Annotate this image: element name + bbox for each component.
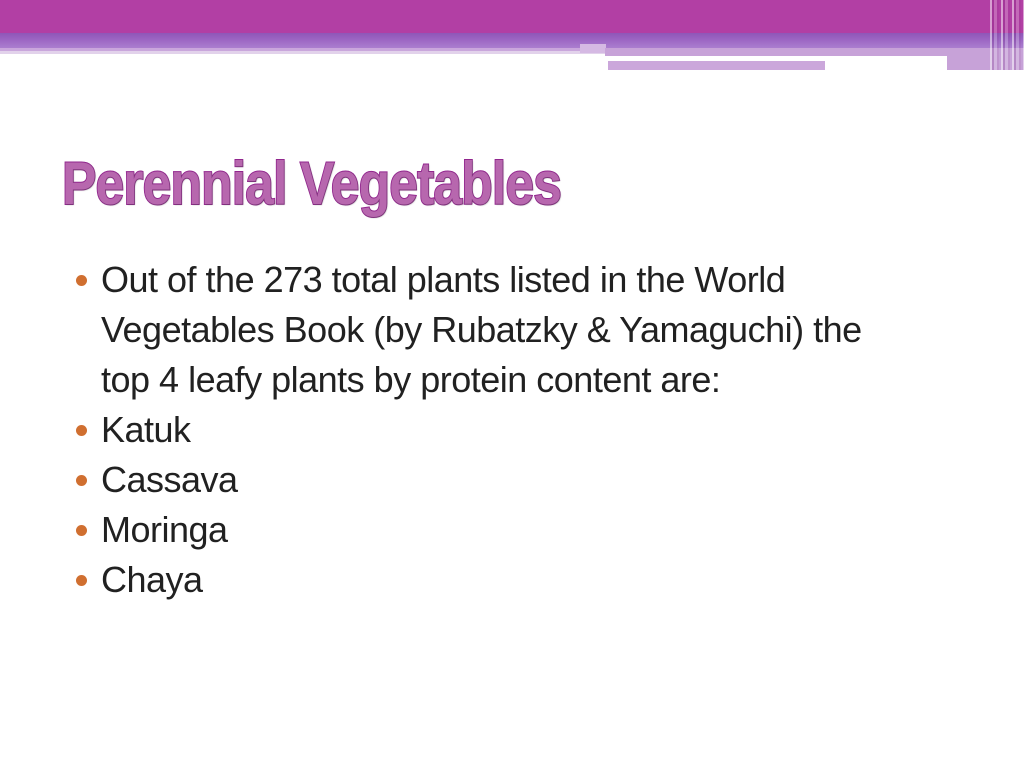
bullet-text: Out of the 273 total plants listed in the World Vegetables Book (by Rubatzky & Yamaguchi) the top 4 leafy plants by protein content are: (101, 259, 862, 400)
bullet-item-cassava (63, 455, 903, 505)
bullet-item-chaya (63, 555, 903, 605)
header-band-magenta (0, 0, 1024, 33)
bullet-text: Cassava (101, 459, 238, 500)
bullet-list (63, 255, 903, 605)
slide-title: Perennial Vegetables (62, 150, 562, 217)
header-right-purple (608, 61, 825, 70)
bullet-text: Katuk (101, 409, 191, 450)
bullet-dot-icon (76, 525, 87, 536)
bullet-text: Chaya (101, 559, 203, 600)
header-corner-stripes (988, 0, 1024, 70)
header-block-small (580, 44, 606, 53)
header-band-purple (0, 33, 1024, 48)
bullet-text: Moringa (101, 509, 228, 550)
bullet-dot-icon (76, 275, 87, 286)
bullet-item-moringa (63, 505, 903, 555)
header-stripe-lighter (0, 51, 608, 54)
bullet-item-intro (63, 255, 903, 405)
bullet-dot-icon (76, 575, 87, 586)
bullet-dot-icon (76, 475, 87, 486)
bullet-dot-icon (76, 425, 87, 436)
bullet-item-katuk (63, 405, 903, 455)
